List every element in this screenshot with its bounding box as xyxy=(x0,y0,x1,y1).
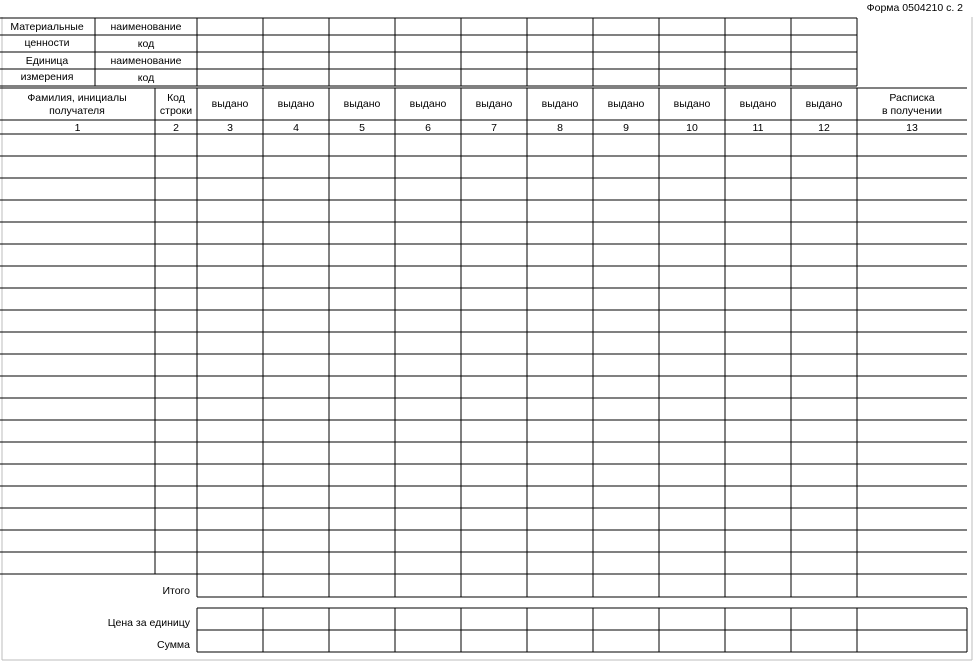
column-number: 5 xyxy=(359,122,365,134)
receipt-header: в получении xyxy=(881,105,943,117)
form-title: Форма 0504210 с. 2 xyxy=(866,2,963,14)
sum-label: Сумма xyxy=(157,639,190,651)
column-number: 9 xyxy=(623,122,629,134)
recipient-header: Фамилия, инициалы xyxy=(27,92,127,104)
issued-column-header: выдано xyxy=(805,98,843,110)
unit-of-measure-label: измерения xyxy=(20,71,74,83)
line-code-header: Код xyxy=(167,92,185,104)
total-label: Итого xyxy=(162,585,190,597)
issued-column-header: выдано xyxy=(343,98,381,110)
column-number: 1 xyxy=(74,122,81,134)
issued-column-header: выдано xyxy=(211,98,249,110)
issued-column-header: выдано xyxy=(409,98,447,110)
receipt-header: Расписка xyxy=(889,92,935,104)
column-number: 4 xyxy=(293,122,299,134)
column-number: 10 xyxy=(686,122,698,134)
recipient-header: получателя xyxy=(49,105,105,117)
column-number: 11 xyxy=(752,122,764,134)
column-number: 3 xyxy=(227,122,233,134)
material-name-label: наименование xyxy=(110,21,182,33)
material-values-label: ценности xyxy=(24,37,70,49)
unit-name-label: наименование xyxy=(110,55,182,67)
issued-column-header: выдано xyxy=(541,98,579,110)
issued-column-header: выдано xyxy=(475,98,513,110)
column-number: 13 xyxy=(906,122,918,134)
unit-code-label: код xyxy=(137,72,155,84)
material-code-label: код xyxy=(137,38,155,50)
issued-column-header: выдано xyxy=(607,98,645,110)
column-number: 8 xyxy=(557,122,563,134)
column-number: 12 xyxy=(818,122,830,134)
issued-column-header: выдано xyxy=(673,98,711,110)
column-number: 6 xyxy=(425,122,431,134)
issued-column-header: выдано xyxy=(739,98,777,110)
line-code-header: строки xyxy=(159,105,193,117)
unit-price-label: Цена за единицу xyxy=(107,617,190,629)
column-number: 7 xyxy=(491,122,497,134)
material-values-label: Материальные xyxy=(10,21,84,33)
issued-column-header: выдано xyxy=(277,98,315,110)
column-number: 2 xyxy=(173,122,179,134)
unit-of-measure-label: Единица xyxy=(25,55,69,67)
